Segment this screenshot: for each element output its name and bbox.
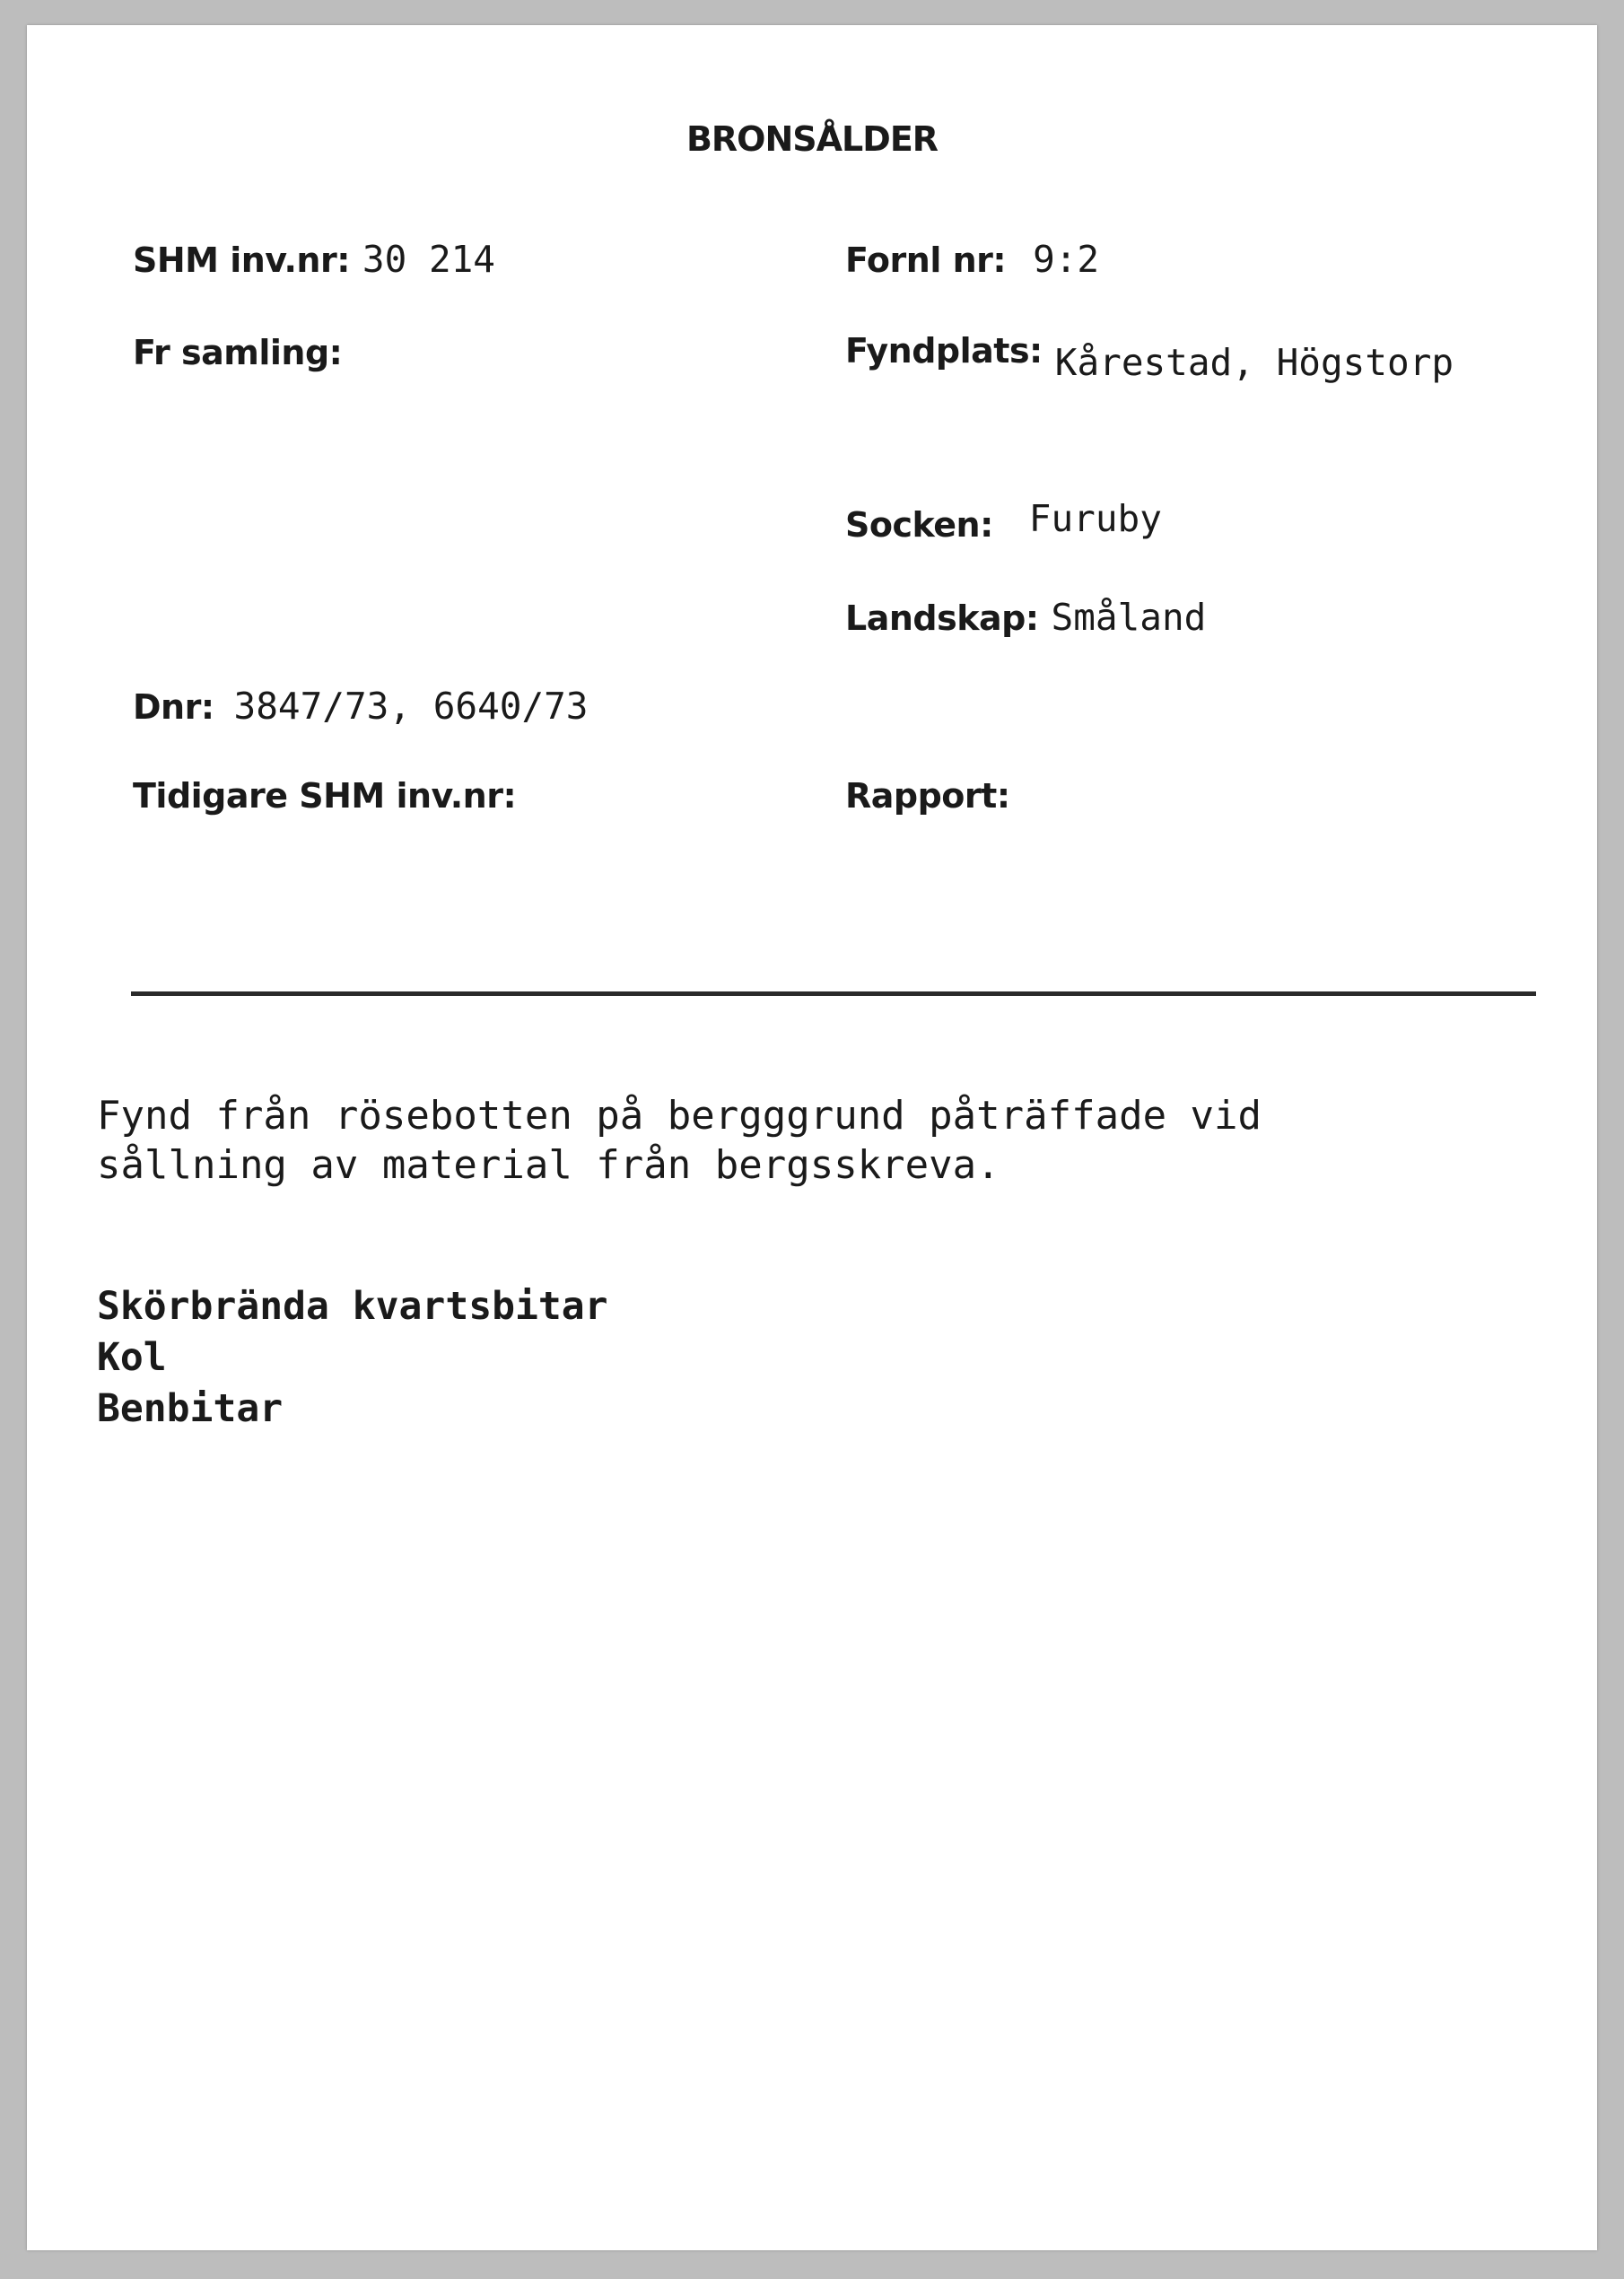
socken-field [845,497,1162,546]
find-item: Kol [97,1335,167,1380]
rapport-label: Rapport: [845,776,1010,816]
dnr-label: Dnr: [133,687,214,727]
description-line-2: sållning av material från bergsskreva. [97,1142,1000,1188]
fyndplats-label: Fyndplats: [845,331,1043,371]
fyndplats-field [845,328,1454,384]
dnr-value: 3847/73, 6640/73 [233,685,589,728]
fornl-nr-label: Fornl nr: [845,240,1007,280]
landskap-field [845,596,1206,639]
description-line-1: Fynd från rösebotten på bergggrund påträffade vid [97,1093,1262,1139]
tidigare-shm-inv-nr-field [133,773,528,816]
fr-samling-label: Fr samling: [133,333,343,372]
fornl-nr-field [845,238,1099,281]
fyndplats-value: Kårestad, Högstorp [1054,341,1454,384]
shm-inv-nr-label: SHM inv.nr: [133,240,350,280]
find-item: Skörbrända kvartsbitar [97,1284,608,1329]
socken-label: Socken: [845,505,993,545]
landskap-value: Småland [1051,596,1207,639]
socken-value: Furuby [1028,497,1162,540]
tidigare-shm-inv-nr-label: Tidigare SHM inv.nr: [133,776,517,816]
finds-list [97,1281,608,1435]
fornl-nr-value: 9:2 [1033,238,1100,281]
shm-inv-nr-value: 30 214 [362,238,495,281]
card-heading: BRONSÅLDER [685,119,939,159]
shm-inv-nr-field [133,238,495,281]
rapport-field [845,773,1023,816]
fr-samling-field [133,330,354,373]
section-divider [131,991,1536,996]
find-item: Benbitar [97,1386,284,1431]
dnr-field [133,685,589,728]
find-description [97,1091,1262,1190]
landskap-label: Landskap: [845,598,1039,638]
catalog-card [27,25,1597,2250]
